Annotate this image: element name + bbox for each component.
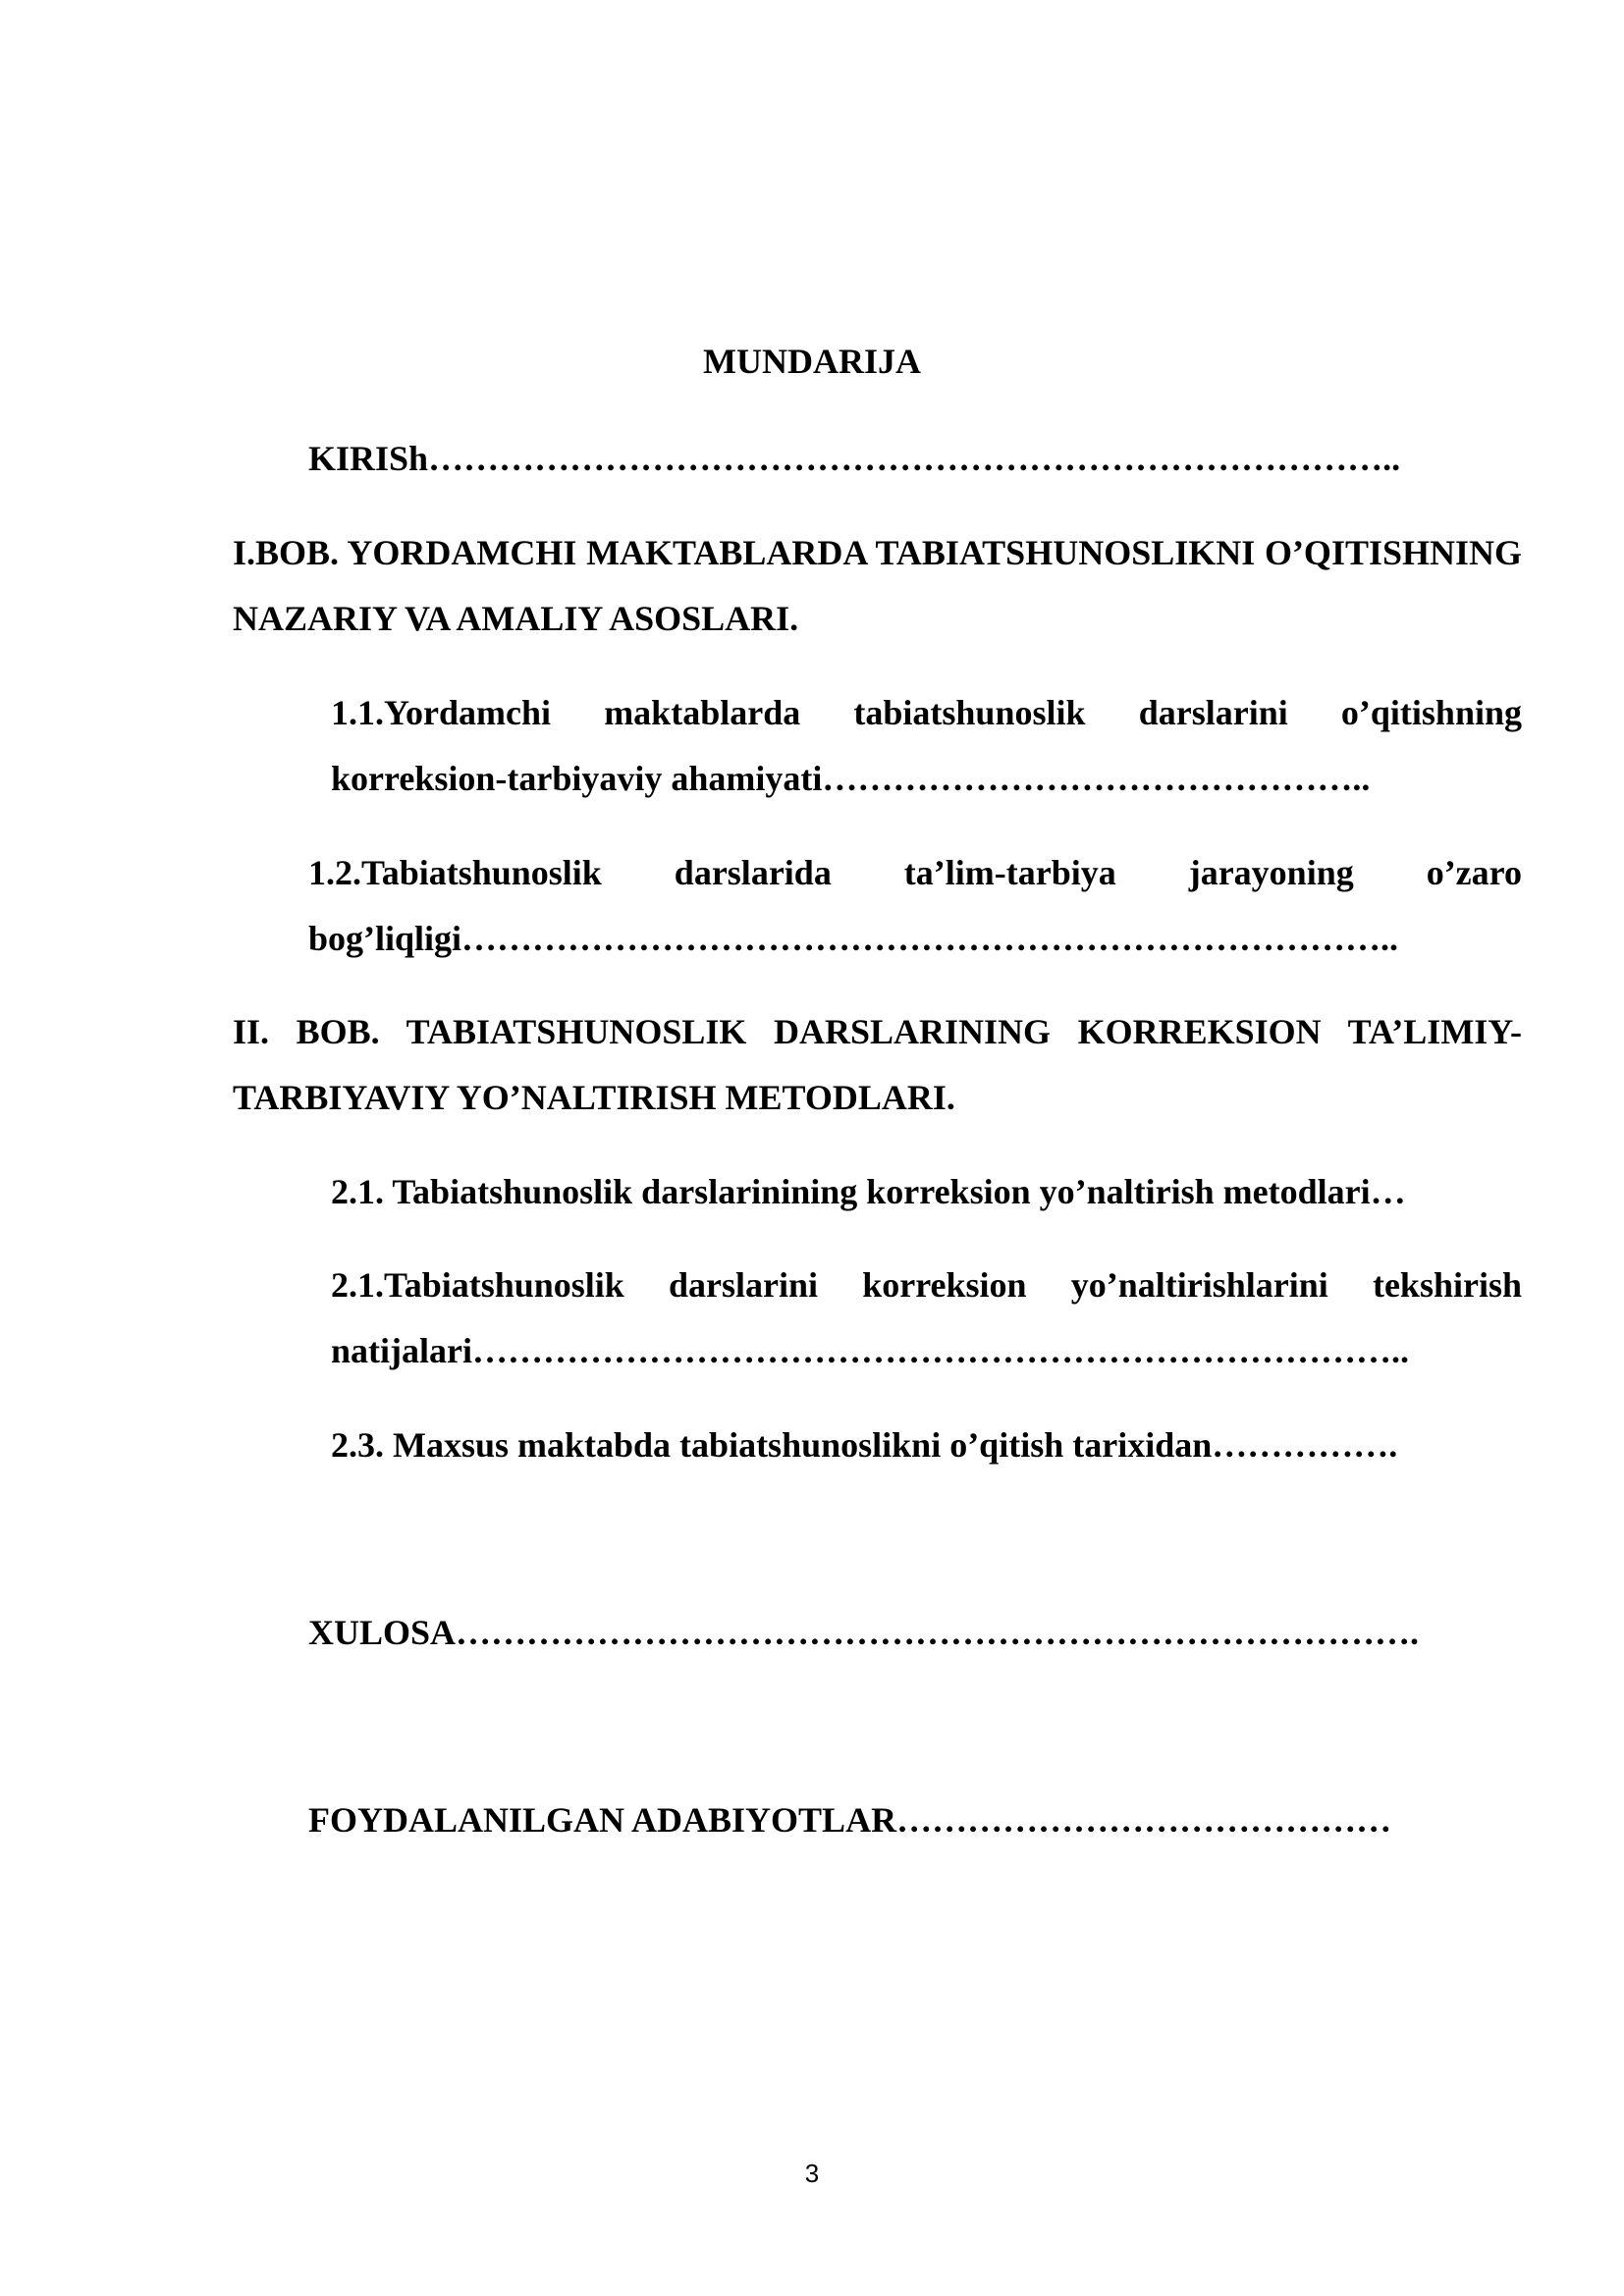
toc-entry-chapter-2: II. BOB. TABIATSHUNOSLIK DARSLARINING KORREKSION TA’LIMIY-TARBIYAVIY YO’NALTIRISH METODLARI. [233, 1012, 1522, 1117]
toc-entry-section-1-1: 1.1.Yordamchi maktablarda tabiatshunoslik darslarini o’qitishning korreksion-tarbiyaviy ahamiyati……………………………………….. [331, 693, 1522, 798]
toc-entry-section-2-3: 2.3. Maxsus maktabda tabiatshunoslikni o’qitish tarixidan……………. [331, 1425, 1398, 1465]
toc-entry-chapter-1: I.BOB. YORDAMCHI MAKTABLARDA TABIATSHUNOSLIKNI O’QITISHNING NAZARIY VA AMALIY ASOSLARI. [233, 533, 1522, 638]
toc-entry-section-2-1: 2.1. Tabiatshunoslik darslarinining korreksion yo’naltirish metodlari… [331, 1172, 1406, 1211]
toc-entry-section-2-2: 2.1.Tabiatshunoslik darslarini korreksion yo’naltirishlarini tekshirish natijalari…………………………………………………………………….. [331, 1265, 1522, 1370]
toc-title: MUNDARIJA [703, 342, 921, 381]
page-number: 3 [804, 2159, 820, 2188]
toc-entry-section-1-2: 1.2.Tabiatshunoslik darslarida ta’lim-tarbiya jarayoning o’zaro bog’liqligi…………………………………………………………………….. [308, 853, 1522, 958]
toc-entry-xulosa: XULOSA………………………………………………………………………. [308, 1613, 1420, 1652]
toc-entry-adabiyotlar: FOYDALANILGAN ADABIYOTLAR…………………………………… [308, 1800, 1392, 1840]
toc-entry-kirish: KIRISh……………………………………………………………………….. [308, 439, 1401, 478]
